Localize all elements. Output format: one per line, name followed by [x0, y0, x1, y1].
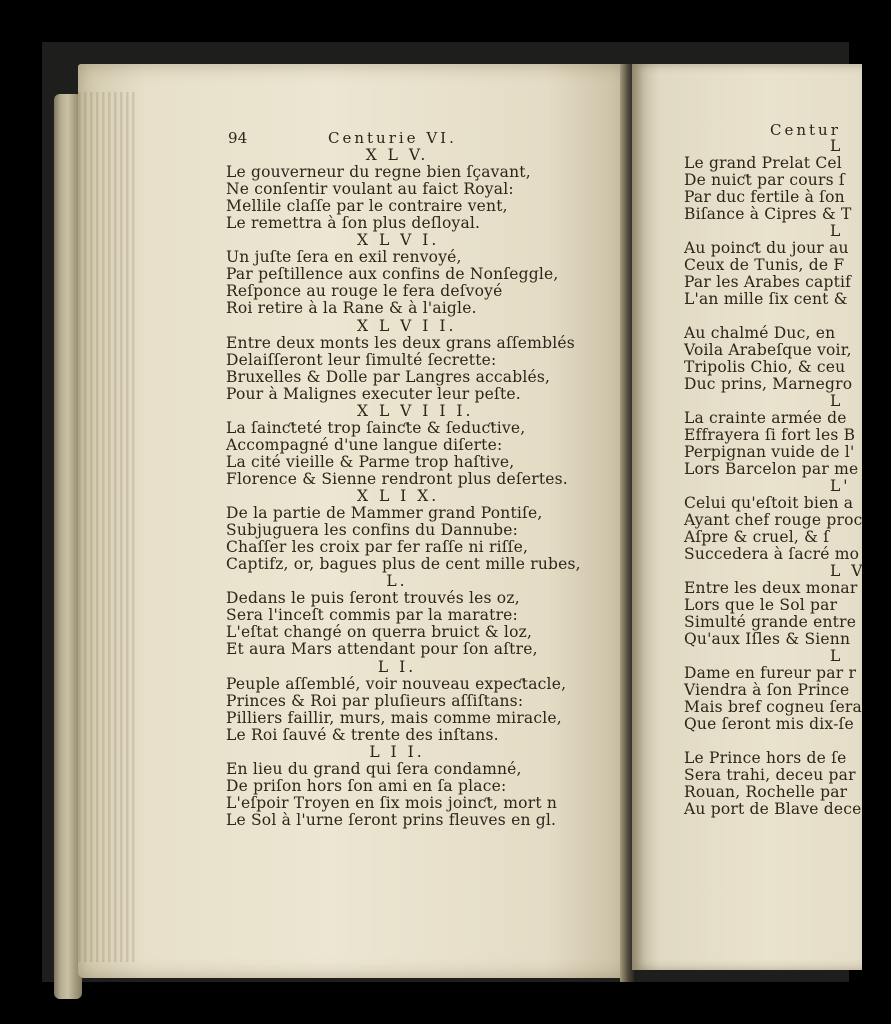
verse-line: Pilliers faillir, murs, mais comme miracle, [226, 708, 562, 727]
page-number: 94 [228, 129, 248, 147]
verse-line-right: Entre les deux monar [684, 579, 858, 597]
verse-line: Accompagné d'une langue diſerte: [226, 435, 503, 454]
quatrain-numeral: X L V. [365, 146, 429, 164]
verse-line: Par peſtillence aux confins de Nonſeggle, [226, 265, 559, 284]
verse-line: Roi retire à la Rane & à l'aigle. [226, 299, 477, 318]
verse-line-right: Simulté grande entre [684, 613, 857, 631]
verse-line-right: Aſpre & cruel, & ſ [684, 528, 830, 546]
verse-line: Entre deux monts les deux grans aſſemblés [226, 333, 575, 352]
verse-line: Subjuguera les confins du Dannube: [226, 521, 519, 540]
verse-line: Et aura Mars attendant pour ſon aſtre, [226, 640, 538, 659]
verse-line-right: Le Prince hors de ſe [684, 749, 847, 767]
quatrain-numeral: X L V I I I. [357, 401, 474, 420]
quatrain-numeral: L. [386, 572, 408, 591]
right-page-text [42, 42, 866, 982]
verse-line: Le remettra à ſon plus deſloyal. [226, 214, 481, 233]
verse-line-right: Au poinƈt du jour au [684, 239, 849, 257]
verse-line-right: De nuiƈt par cours ſ [684, 171, 845, 189]
quatrain-numeral-right: L [830, 647, 844, 665]
verse-line-right: Viendra à ſon Prince [684, 681, 850, 699]
verse-line: En lieu du grand qui ſera condamné, [226, 759, 522, 778]
verse-line-right: L'an mille ſix cent & [684, 290, 848, 308]
verse-line: Pour à Malignes executer leur peſte. [226, 384, 521, 403]
running-head: Centurie VI. [328, 129, 457, 147]
verse-line: Dedans le puis ſeront trouvés les oz, [226, 589, 520, 608]
quatrain-numeral-right: L [830, 222, 844, 240]
verse-line: De la partie de Mammer grand Pontiſe, [226, 504, 543, 523]
verse-line-right: Succedera à ſacré mo [684, 545, 860, 563]
verse-line-right: Tripolis Chio, & ceu [684, 358, 846, 376]
verse-line: Princes & Roi par pluſieurs aſſiſtans: [226, 691, 524, 710]
quatrain-numeral: L I I. [369, 742, 425, 761]
verse-line-right: Lors que le Sol par [684, 596, 838, 614]
verse-line: L'eſtat changé on querra bruict & loz, [226, 623, 533, 642]
verse-line: Le gouverneur du regne bien ſçavant, [226, 163, 531, 182]
verse-line-right: Mais bref cogneu ſera [684, 698, 862, 716]
verse-line-right: Au chalmé Duc, en [684, 324, 836, 342]
verse-line-right: Qu'aux Iſles & Sienn [684, 630, 851, 648]
verse-line-right: Lors Barcelon par me [684, 460, 859, 478]
running-head-right: Centur [770, 121, 841, 139]
quatrain-numeral-right: L [830, 137, 844, 155]
verse-line: Le Roi ſauvé & trente des inſtans. [226, 725, 499, 744]
verse-line-right: Rouan, Rochelle par [684, 783, 848, 801]
quatrain-numeral: X L V I. [357, 231, 440, 250]
verse-line: Captifz, or, bagues plus de cent mille rubes, [226, 555, 581, 574]
verse-line-right: Effrayera ſi fort les B [684, 426, 856, 444]
verse-line-right: La crainte armée de [684, 409, 847, 427]
verse-line-right: Dame en fureur par r [684, 664, 857, 682]
verse-line-right: Perpignan vuide de l' [684, 443, 855, 461]
verse-line: Mellile claſſe par le contraire vent, [226, 197, 508, 216]
verse-line: Ne conſentir voulant au faict Royal: [226, 180, 514, 199]
verse-line-right: Ayant chef rouge proc [684, 511, 863, 529]
verse-line: Sera l'inceſt commis par la maratre: [226, 606, 518, 625]
verse-line-right: Par les Arabes captif [684, 273, 852, 291]
verse-line-right: Sera trahi, deceu par [684, 766, 856, 784]
verse-line: De priſon hors ſon ami en ſa place: [226, 776, 507, 795]
verse-line-right: Le grand Prelat Cel [684, 154, 842, 172]
verse-line: Peuple aſſemblé, voir nouveau expeƈtacle, [226, 674, 567, 693]
quatrain-numeral: X L I X. [357, 487, 440, 505]
verse-line-right: Voila Arabeſque voir, [684, 341, 852, 359]
quatrain-numeral-right: L V [830, 562, 866, 580]
verse-line-right: Par duc fertile à ſon [684, 188, 845, 206]
verse-line: Un juſte ſera en exil renvoyé, [226, 248, 462, 267]
verse-line-right: Au port de Blave dece [684, 800, 862, 818]
book-scan [42, 42, 866, 982]
quatrain-numeral-right: L' [830, 477, 851, 495]
verse-line: Bruxelles & Dolle par Langres accablés, [226, 367, 551, 386]
verse-line-right: Biſance à Cipres & T [684, 205, 852, 223]
verse-line-right: Que ſeront mis dix-ſe [684, 715, 854, 733]
verse-line: Chaſſer les croix par fer raſſe ni riſſe, [226, 538, 529, 557]
verse-line: Le Sol à l'urne ſeront prins fleuves en gl. [226, 810, 557, 829]
verse-line: Florence & Sienne rendront plus deſertes. [226, 469, 568, 488]
verse-line: La ſainƈteté trop ſainƈte & ſeduƈtive, [226, 418, 526, 437]
verse-line: L'eſpoir Troyen en ſix mois joinƈt, mort n [226, 793, 558, 812]
verse-line: Reſponce au rouge le fera deſvoyé [226, 282, 503, 301]
quatrain-numeral-right: L [830, 392, 844, 410]
quatrain-numeral: L I. [377, 657, 417, 676]
verse-line: Delaiſſeront leur ſimulté ſecrette: [226, 350, 497, 369]
verse-line-right: Celui qu'eſtoit bien a [684, 494, 854, 512]
verse-line-right: Ceux de Tunis, de F [684, 256, 845, 274]
quatrain-numeral: X L V I I. [357, 316, 457, 335]
verse-line: La cité vieille & Parme trop haſtive, [226, 452, 515, 471]
verse-line-right: Duc prins, Marnegro [684, 375, 853, 393]
